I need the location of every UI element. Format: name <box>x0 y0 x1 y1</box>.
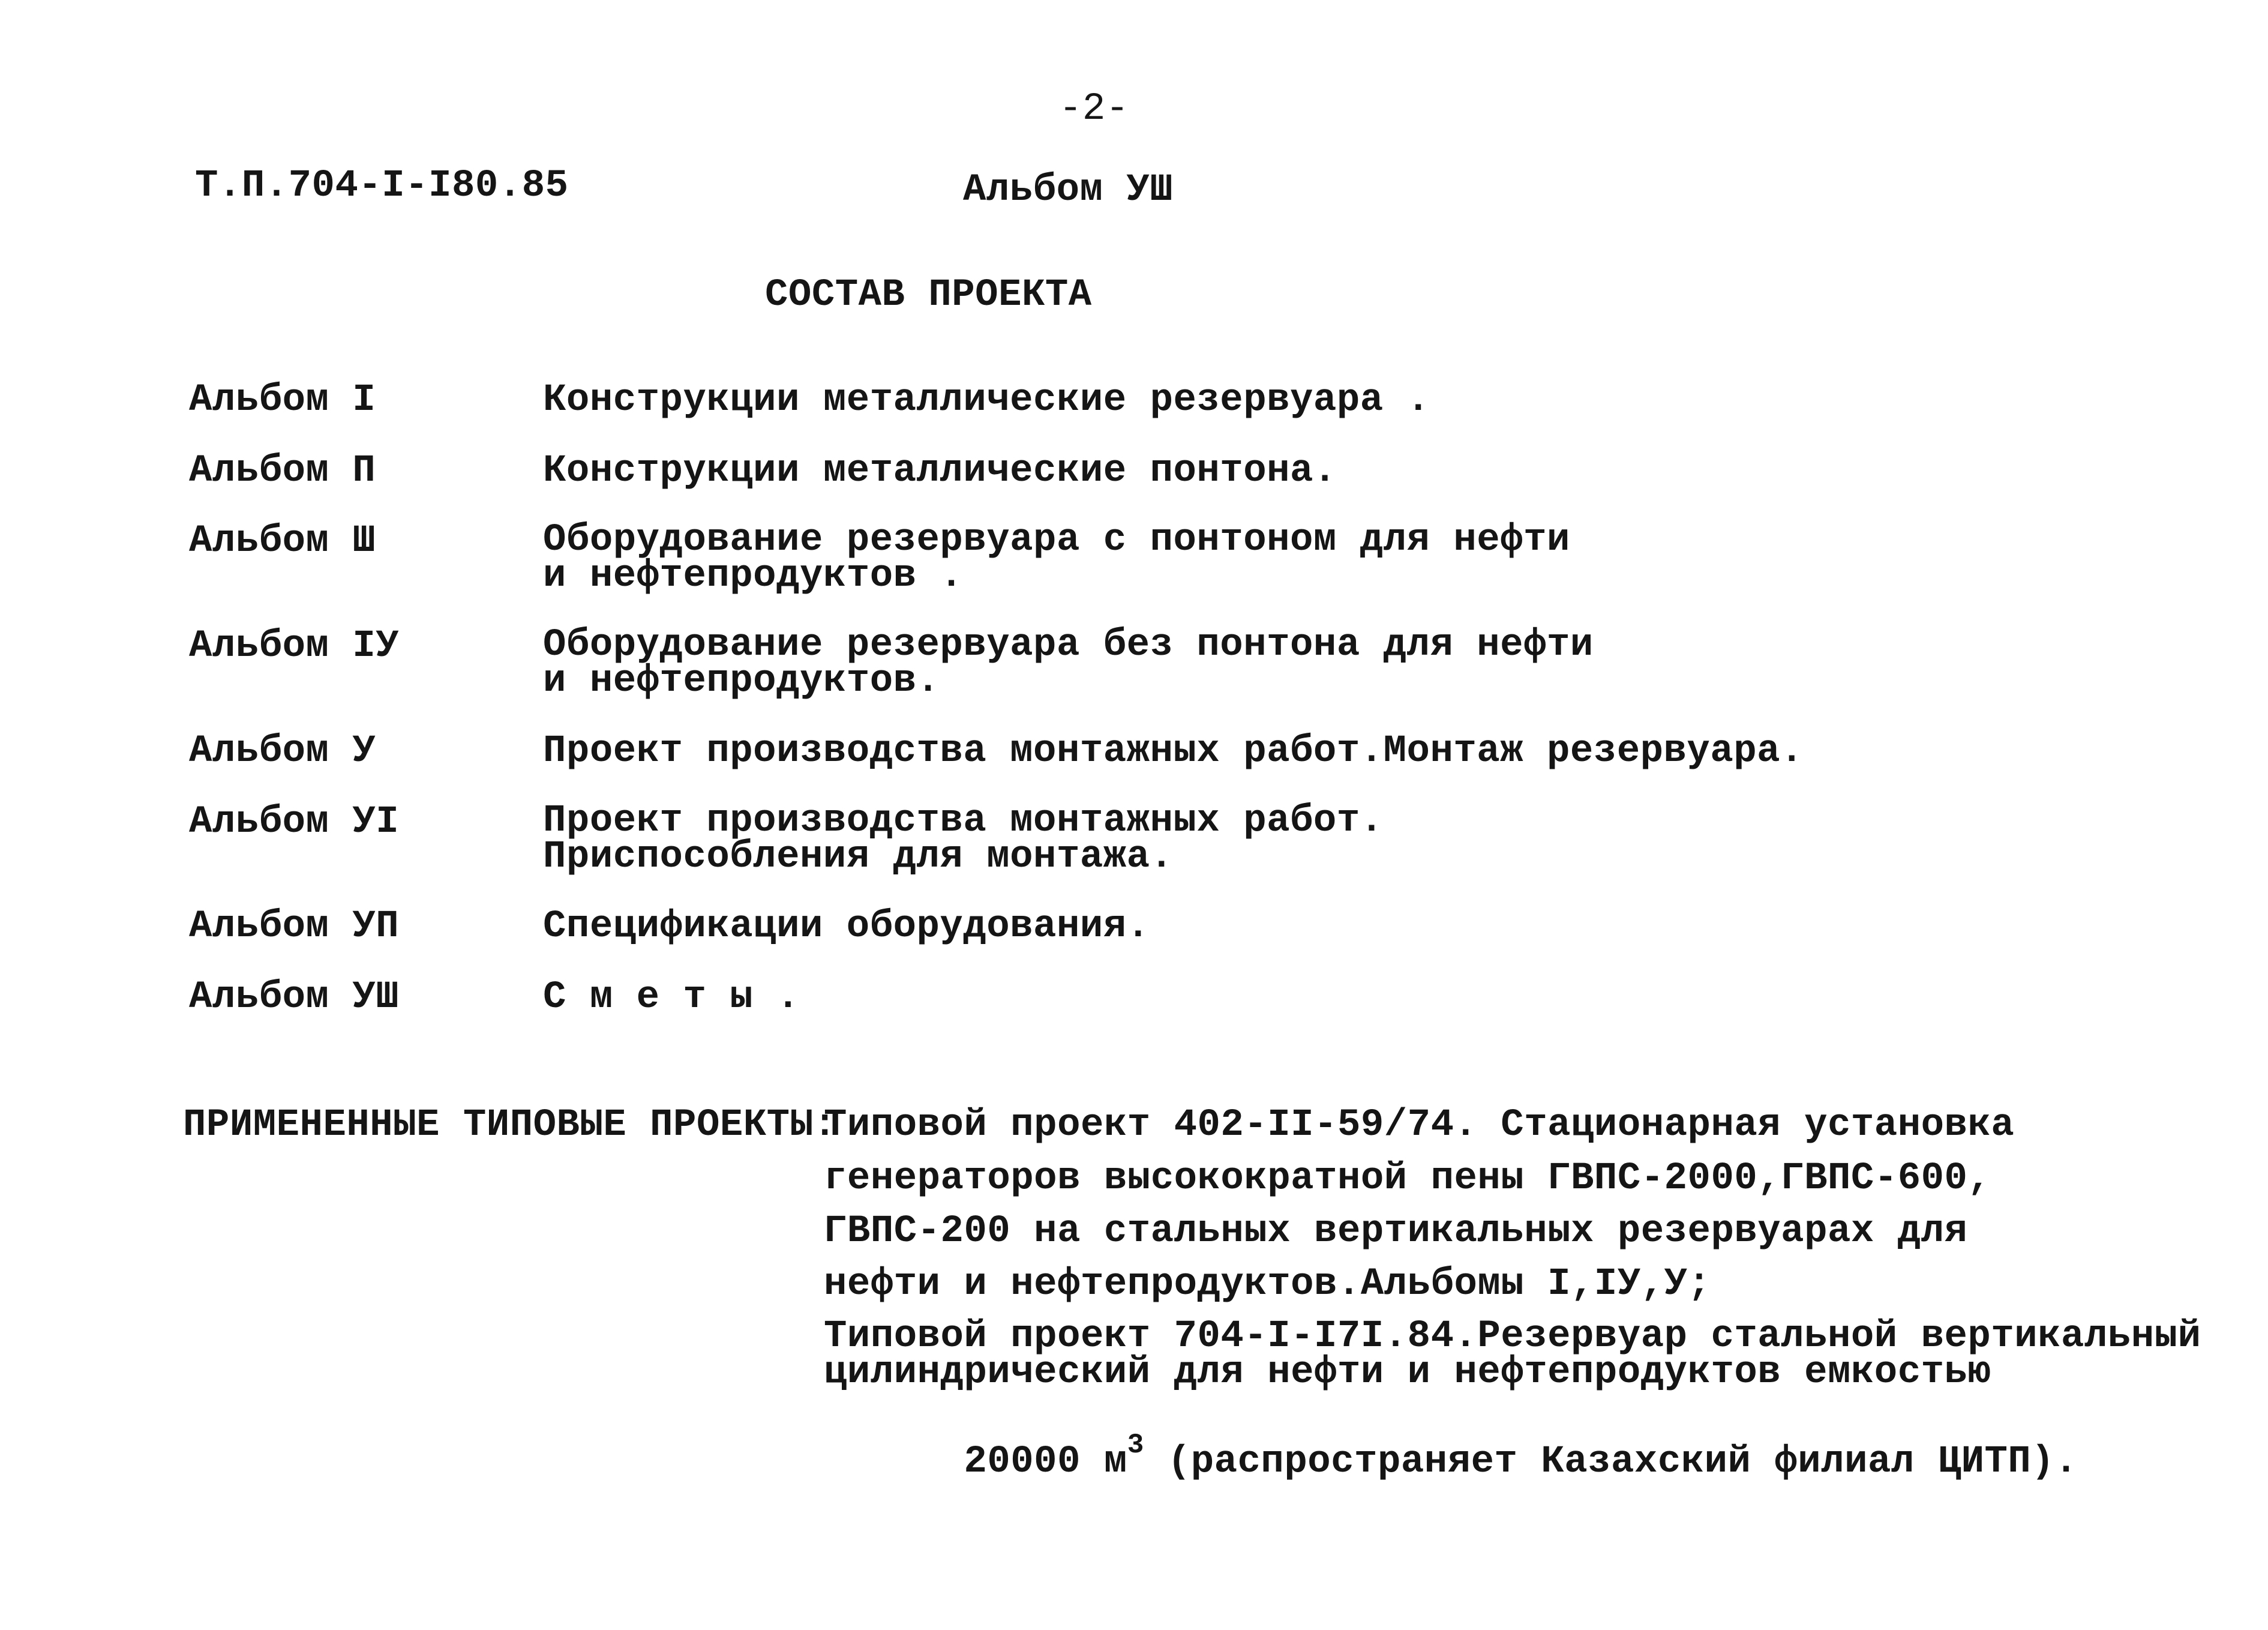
album-name: Альбом IУ <box>189 625 400 668</box>
applied-projects-line: Типовой проект 704-I-I7I.84.Резервуар стальной вертикальный <box>824 1315 2201 1358</box>
album-name: Альбом У <box>189 730 376 773</box>
applied-projects-line: ГВПС-200 на стальных вертикальных резервуарах для <box>824 1210 1968 1253</box>
album-label: Альбом УШ <box>963 169 1174 212</box>
album-name: Альбом I <box>189 379 376 422</box>
album-description: С м е т ы . <box>543 976 800 1019</box>
capacity-note: (распространяет Казахский филиал ЦИТП). <box>1144 1440 2078 1484</box>
album-name: Альбом Ш <box>189 520 376 563</box>
album-description: Оборудование резервуара без понтона для нефти и нефтепродуктов. <box>543 624 1594 703</box>
page-title: СОСТАВ ПРОЕКТА <box>765 274 1092 317</box>
album-description: Оборудование резервуара с понтоном для нефти и нефтепродуктов . <box>543 519 1570 598</box>
applied-projects-line: генераторов высокократной пены ГВПС-2000,ГВПС-600, <box>824 1157 1991 1200</box>
album-name: Альбом УI <box>189 801 400 844</box>
capacity-value: 20000 м <box>964 1440 1127 1484</box>
applied-projects-line: Типовой проект 402-II-59/74. Стационарная установка <box>824 1104 2015 1147</box>
album-name: Альбом УШ <box>189 976 400 1019</box>
cubic-superscript: 3 <box>1127 1429 1144 1461</box>
applied-projects-line: цилиндрический для нефти и нефтепродуктов емкостью <box>824 1351 1991 1394</box>
album-name: Альбом П <box>189 450 376 493</box>
page-number: -2- <box>1059 88 1129 131</box>
album-description: Спецификации оборудования. <box>543 905 1150 948</box>
document-code: Т.П.704-I-I80.85 <box>195 164 569 208</box>
album-name: Альбом УП <box>189 905 400 948</box>
applied-projects-line: нефти и нефтепродуктов.Альбомы I,IУ,У; <box>824 1263 1711 1306</box>
album-description: Проект производства монтажных работ.Монтаж резервуара. <box>543 730 1804 773</box>
album-description: Конструкции металлические понтона. <box>543 450 1337 493</box>
album-description: Проект производства монтажных работ. Приспособления для монтажа. <box>543 799 1384 879</box>
applied-projects-label: ПРИМЕНЕННЫЕ ТИПОВЫЕ ПРОЕКТЫ: <box>183 1104 837 1147</box>
album-description: Конструкции металлические резервуара . <box>543 379 1430 422</box>
applied-projects-line <box>824 1404 2078 1520</box>
